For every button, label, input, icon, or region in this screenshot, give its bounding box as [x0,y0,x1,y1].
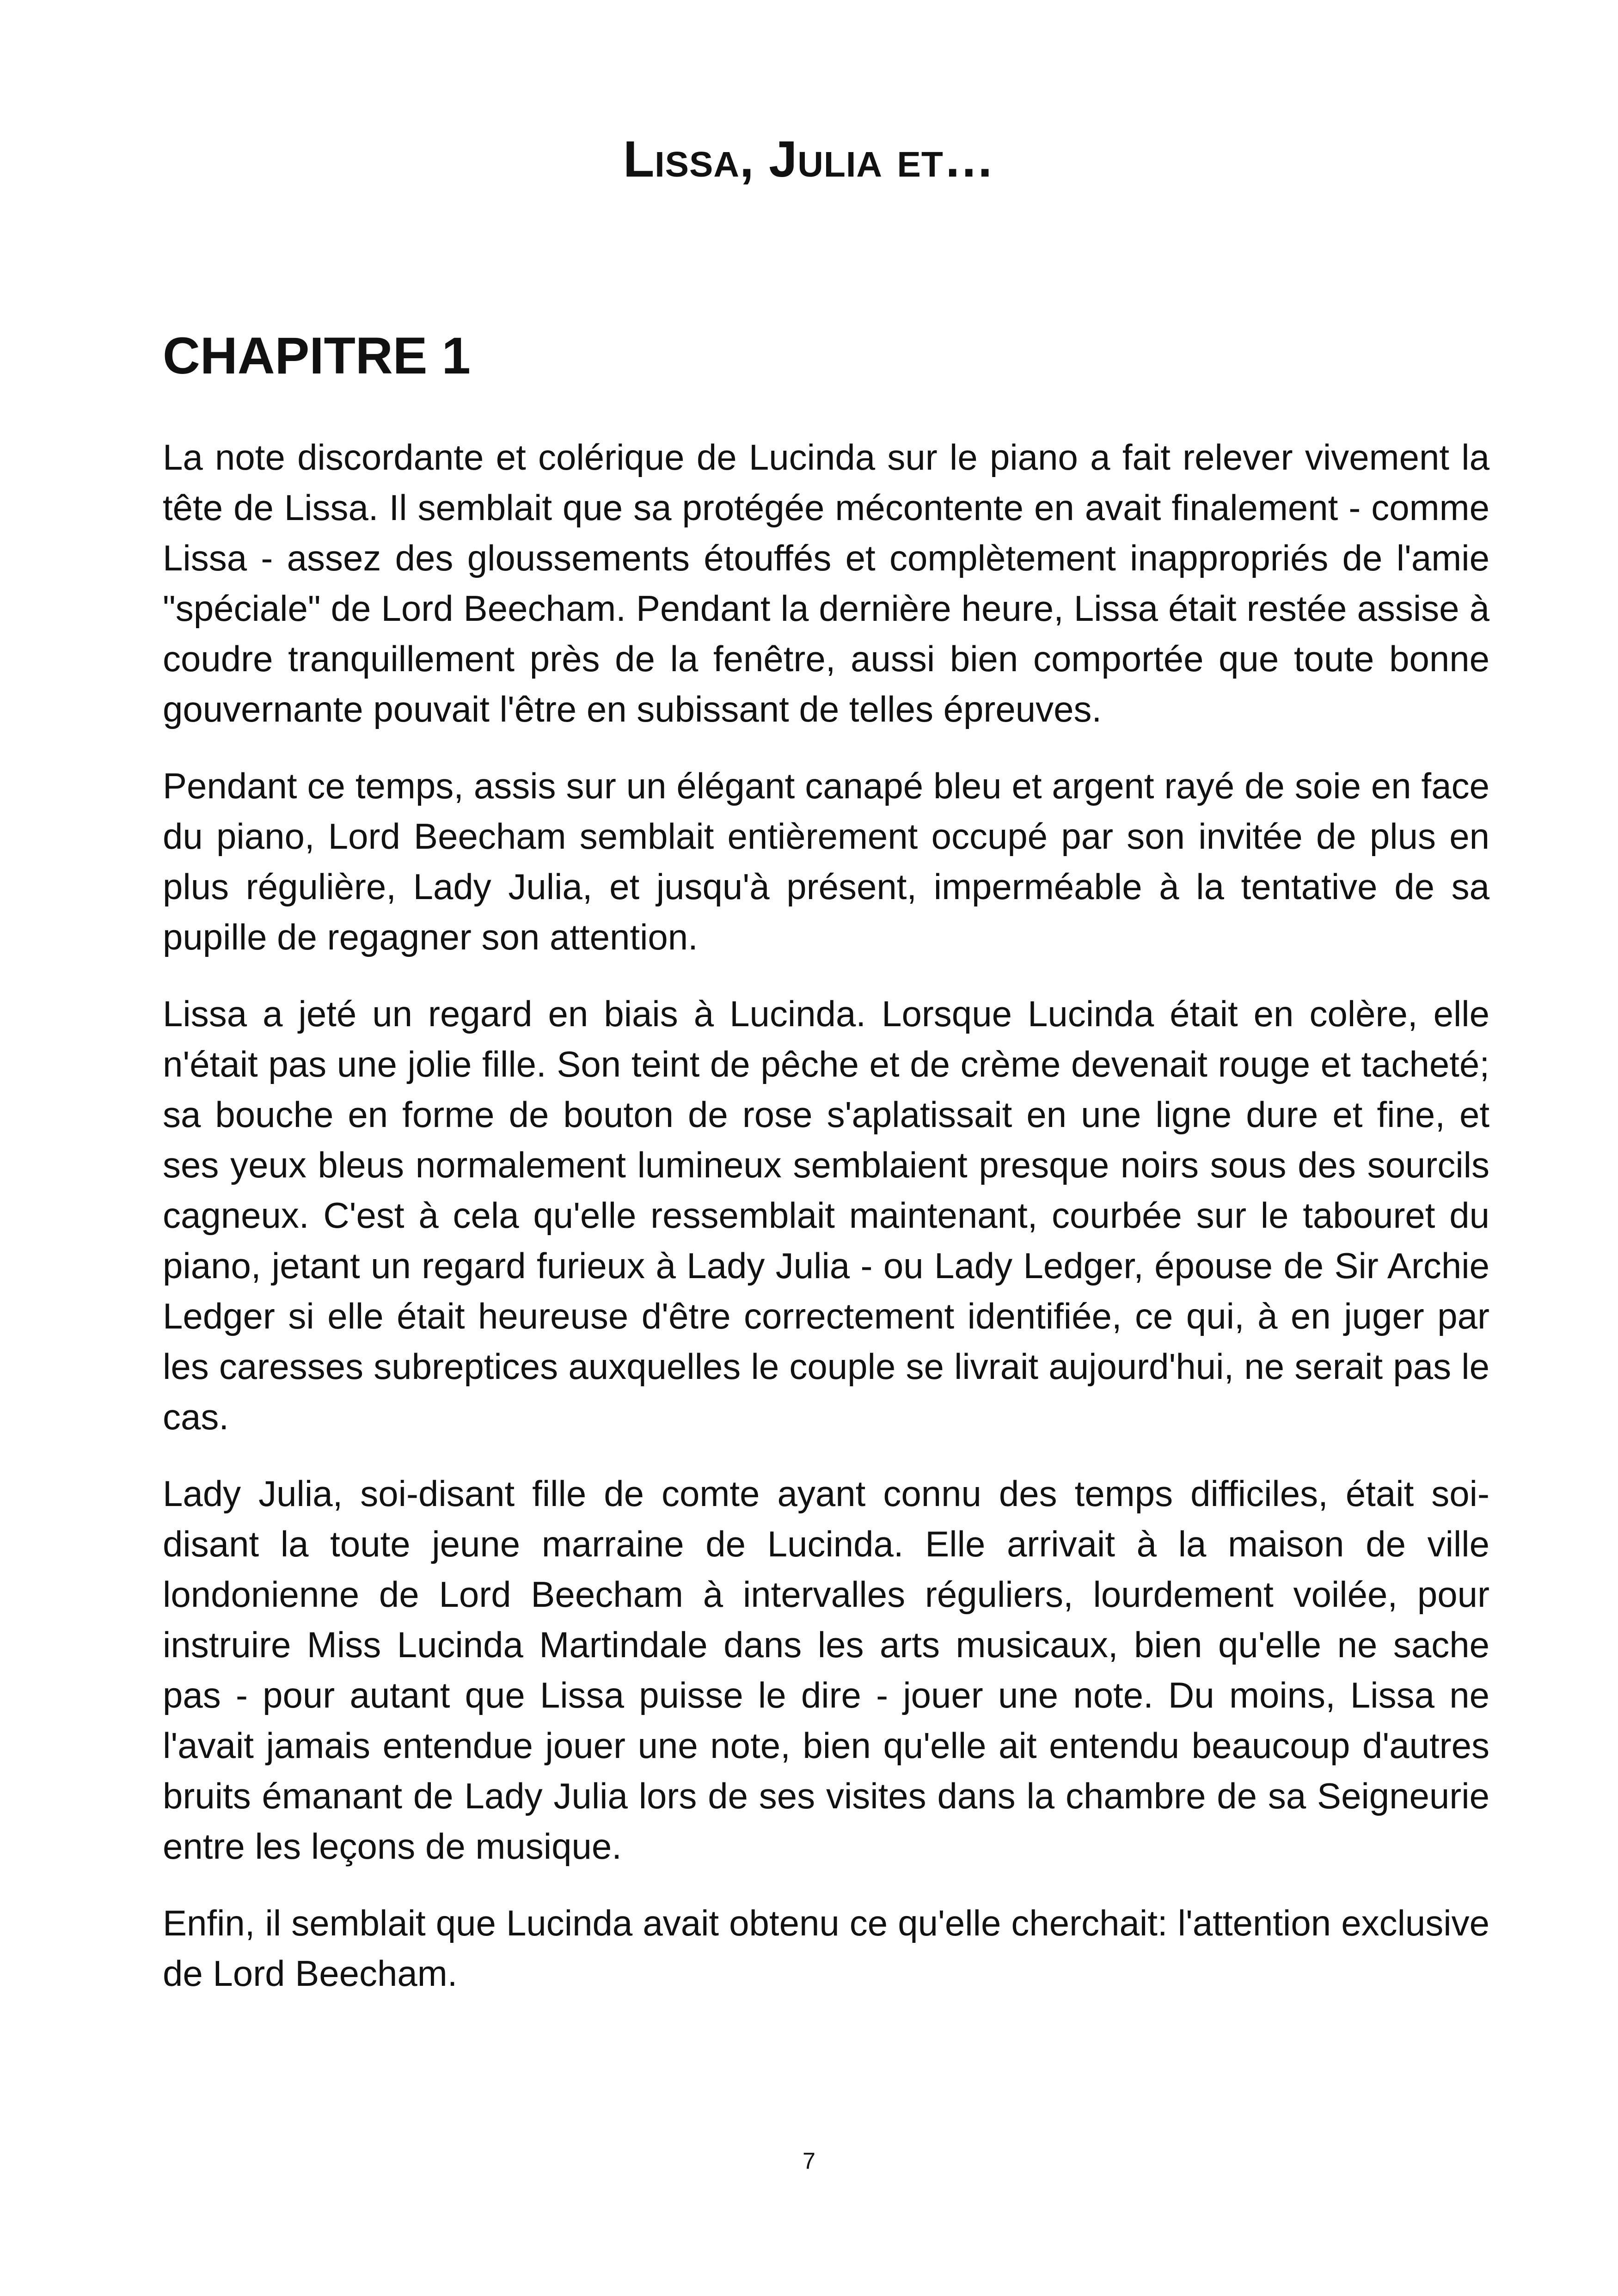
paragraph: La note discordante et colérique de Lucinda sur le piano a fait relever vivement la tête de Lissa. Il semblait que sa protégée mécontente en avait finalement - comme Lissa - assez des gloussements étouffés et complètement inappropriés de l'amie "spéciale" de Lord Beecham. Pendant la dernière heure, Lissa était restée assise à coudre tranquillement près de la fenêtre, aussi bien comportée que toute bonne gouvernante pouvait l'être en subissant de telles épreuves. [163,437,1489,729]
paragraph: Lady Julia, soi-disant fille de comte ayant connu des temps difficiles, était soi-disant la toute jeune marraine de Lucinda. Elle arrivait à la maison de ville londonienne de Lord Beecham à intervalles réguliers, lourdement voilée, pour instruire Miss Lucinda Martindale dans les arts musicaux, bien qu'elle ne sache pas - pour autant que Lissa puisse le dire - jouer une note. Du moins, Lissa ne l'avait jamais entendue jouer une note, bien qu'elle ait entendu beaucoup d'autres bruits émanant de Lady Julia lors de ses visites dans la chambre de sa Seigneurie entre les leçons de musique. [163,1473,1489,1867]
book-title: Lissa, Julia et… [623,131,995,188]
chapter-title: CHAPITRE 1 [163,327,471,385]
paragraph: Lissa a jeté un regard en biais à Lucinda. Lorsque Lucinda était en colère, elle n'était pas une jolie fille. Son teint de pêche et de crème devenait rouge et tacheté; sa bouche en forme de bouton de rose s'aplatissait en une ligne dure et fine, et ses yeux bleus normalement lumineux semblaient presque noirs sous des sourcils cagneux. C'est à cela qu'elle ressemblait maintenant, courbée sur le tabouret du piano, jetant un regard furieux à Lady Julia - ou Lady Ledger, épouse de Sir Archie Ledger si elle était heureuse d'être correctement identifiée, ce qui, à en juger par les caresses subreptices auxquelles le couple se livrait aujourd'hui, ne serait pas le cas. [163,993,1489,1437]
paragraph: Pendant ce temps, assis sur un élégant canapé bleu et argent rayé de soie en face du piano, Lord Beecham semblait entièrement occupé par son invitée de plus en plus régulière, Lady Julia, et jusqu'à présent, imperméable à la tentative de sa pupille de regagner son attention. [163,765,1489,957]
paragraph: Enfin, il semblait que Lucinda avait obtenu ce qu'elle cherchait: l'attention exclusive de Lord Beecham. [163,1903,1489,1994]
page-number: 7 [803,2148,815,2174]
chapter-body [163,432,1489,2025]
